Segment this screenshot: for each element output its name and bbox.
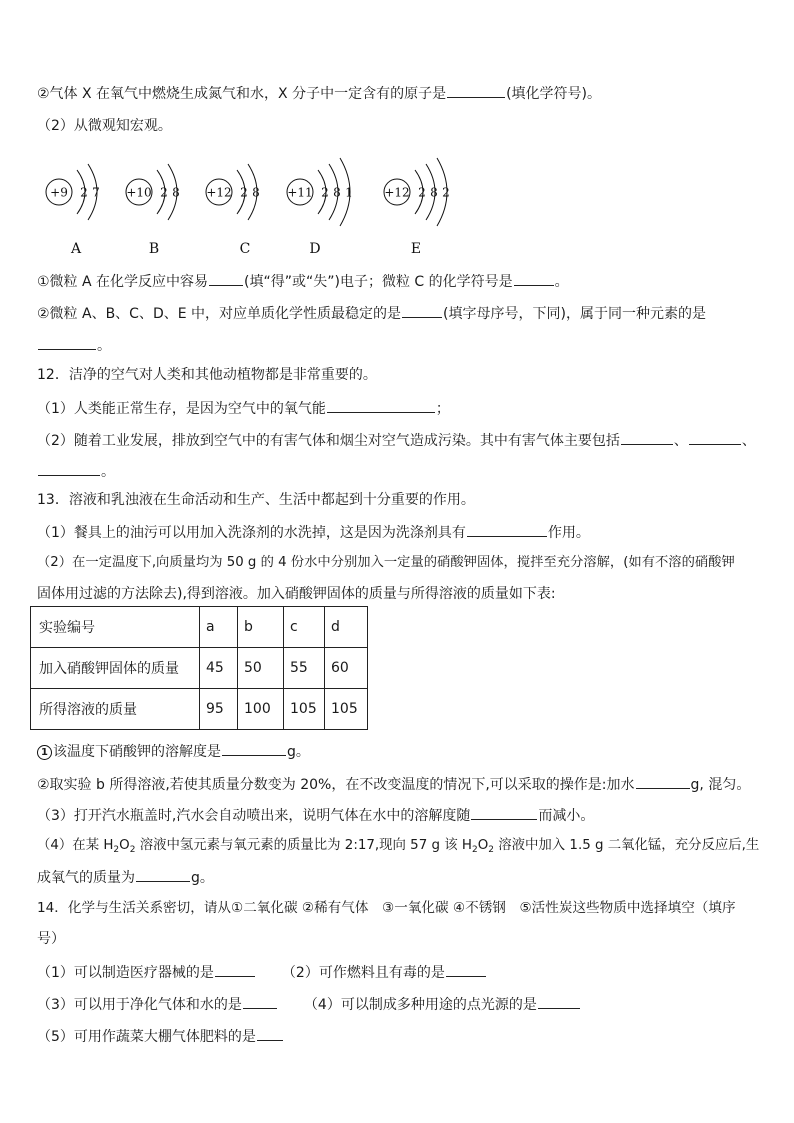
answer-blank[interactable] [222, 740, 286, 756]
answer-blank[interactable] [446, 961, 486, 977]
text: 、 [741, 433, 756, 449]
table-row [31, 648, 368, 689]
text: 14．化学与生活关系密切，请从①二氧化碳 ②稀有气体 ③一氧化碳 ④不锈钢 ⑤活性炭这些物质中选择填空（填序 [37, 900, 736, 916]
table-cell: 105 [325, 689, 368, 730]
text: 。 [554, 274, 569, 290]
nucleus-charge: +9 [50, 185, 68, 200]
text: （1）人类能正常生存，是因为空气中的氧气能 [37, 401, 326, 417]
text: （5）可用作蔬菜大棚气体肥料的是 [37, 1029, 256, 1045]
q14-items-row3 [37, 1025, 284, 1047]
subscript: 2 [113, 845, 120, 855]
circled-number-1: 1 [37, 745, 52, 760]
text: 固体用过滤的方法除去),得到溶液。加入硝酸钾固体的质量与所得溶液的质量如下表: [37, 586, 556, 602]
table-cell: a [200, 607, 238, 648]
electron-count: 8 [172, 185, 180, 200]
text: O [119, 838, 130, 853]
q13-part4-cont [37, 866, 214, 888]
atom-letter-label: C [239, 241, 251, 257]
text: 溶液中加入 1.5 g 二氧化锰，充分反应后,生 [493, 838, 760, 853]
electron-count: 2 [418, 185, 426, 200]
table-cell: 95 [200, 689, 238, 730]
q11-part2-heading [37, 116, 172, 136]
electron-count: 2 [160, 185, 168, 200]
table-row [31, 607, 368, 648]
text: 成氧气的质量为 [37, 870, 135, 886]
text: 作用。 [547, 525, 590, 541]
q13-part2-line1 [37, 553, 735, 573]
text: g, 混匀。 [690, 777, 751, 793]
q13-part4 [37, 836, 759, 856]
text: (填“得”或“失”)电子；微粒 C 的化学符号是 [244, 274, 513, 290]
text: ②气体 X 在氧气中燃烧生成氮气和水，X 分子中一定含有的原子是 [37, 86, 447, 102]
q13-part3 [37, 804, 594, 826]
text: 13．溶液和乳浊液在生命活动和生产、生活中都起到十分重要的作用。 [37, 492, 475, 508]
q13-sub1 [37, 740, 310, 762]
table-cell: 60 [325, 648, 368, 689]
answer-blank[interactable] [327, 397, 435, 413]
table-cell: c [284, 607, 325, 648]
text: 。 [101, 464, 115, 480]
answer-blank[interactable] [471, 804, 537, 820]
text: （2）可作燃料且有毒的是 [281, 965, 445, 981]
text: （4）可以制成多种用途的点光源的是 [303, 997, 537, 1013]
q13-part1 [37, 521, 590, 543]
electron-count: 8 [252, 185, 260, 200]
answer-blank[interactable] [467, 521, 547, 537]
table-cell: 加入硝酸钾固体的质量 [31, 648, 200, 689]
electron-count: 8 [333, 185, 341, 200]
text: 。 [97, 338, 111, 354]
text: (填化学符号)。 [506, 86, 602, 102]
text: （1）可以制造医疗器械的是 [37, 965, 214, 981]
text: 、 [673, 433, 688, 449]
answer-blank[interactable] [689, 429, 741, 445]
answer-blank[interactable] [257, 1025, 283, 1041]
electron-count: 8 [430, 185, 438, 200]
answer-blank[interactable] [402, 302, 442, 318]
text: （2）随着工业发展，排放到空气中的有害气体和烟尘对空气造成污染。其中有害气体主要包括 [37, 433, 620, 449]
nucleus-charge: +11 [287, 185, 313, 200]
text: g。 [191, 870, 214, 886]
text: （1）餐具上的油污可以用加入洗涤剂的水洗掉，这是因为洗涤剂具有 [37, 525, 466, 541]
answer-blank[interactable] [538, 993, 580, 1009]
electron-count: 2 [442, 185, 450, 200]
table-cell: 105 [284, 689, 325, 730]
q14-title [37, 898, 736, 918]
text: ； [435, 401, 450, 417]
electron-count: 2 [321, 185, 329, 200]
atom-letter-label: B [148, 241, 160, 257]
nucleus-charge: +12 [384, 185, 410, 200]
electron-count: 2 [80, 185, 88, 200]
table-cell: 所得溶液的质量 [31, 689, 200, 730]
q11-item2-cont [37, 334, 111, 356]
electron-count: 2 [240, 185, 248, 200]
answer-blank[interactable] [38, 460, 100, 476]
q12-part2-cont [37, 460, 115, 482]
atom-letter-label: D [309, 241, 321, 257]
answer-blank[interactable] [447, 82, 505, 98]
text: (填字母序号，下同)，属于同一种元素的是 [443, 306, 706, 322]
answer-blank[interactable] [514, 270, 554, 286]
text: 而减小。 [538, 808, 595, 824]
q12-part1 [37, 397, 450, 419]
text: ②微粒 A、B、C、D、E 中，对应单质化学性质最稳定的是 [37, 306, 402, 322]
subscript: 2 [488, 845, 494, 855]
text: 溶液中氢元素与氧元素的质量比为 2:17,现向 57 g 该 H [135, 838, 472, 853]
answer-blank[interactable] [621, 429, 673, 445]
table-cell: 50 [238, 648, 284, 689]
atom-diagram-svg [0, 138, 794, 263]
q12-title [37, 365, 377, 385]
text: ②取实验 b 所得溶液,若使其质量分数变为 20%，在不改变温度的情况下,可以采取的操作是:加水 [37, 777, 635, 793]
answer-blank[interactable] [209, 270, 243, 286]
q11-line-gas-x [37, 82, 601, 104]
kno3-data-table [30, 606, 368, 730]
q12-part2 [37, 429, 756, 451]
table-cell: 45 [200, 648, 238, 689]
text: （2）在一定温度下,向质量均为 50 g 的 4 份水中分别加入一定量的硝酸钾固体，搅拌至充分溶解，(如有不溶的硝酸钾 [37, 555, 735, 570]
answer-blank[interactable] [215, 961, 255, 977]
nucleus-charge: +10 [126, 185, 152, 200]
q14-items-row1 [37, 961, 487, 983]
electron-count: 1 [345, 185, 353, 200]
q13-sub2 [37, 773, 750, 795]
subscript: 2 [471, 845, 478, 855]
subscript: 2 [129, 845, 136, 855]
answer-blank[interactable] [243, 993, 277, 1009]
text: （4）在某 H [37, 838, 114, 853]
atom-letter-label: E [410, 241, 422, 257]
text: 该温度下硝酸钾的溶解度是 [53, 744, 221, 760]
text: （3）打开汽水瓶盖时,汽水会自动喷出来，说明气体在水中的溶解度随 [37, 808, 471, 824]
answer-blank[interactable] [136, 866, 190, 882]
table-cell: d [325, 607, 368, 648]
atom-letter-label: A [70, 241, 82, 257]
text: 号） [37, 931, 65, 947]
text: （2）从微观知宏观。 [37, 118, 172, 134]
text: g。 [287, 744, 310, 760]
answer-blank[interactable] [636, 773, 690, 789]
text: O [477, 838, 489, 853]
table-cell: 100 [238, 689, 284, 730]
electron-count: 7 [92, 185, 100, 200]
answer-blank[interactable] [38, 334, 96, 350]
q14-title-cont [37, 929, 65, 949]
table-cell: 实验编号 [31, 607, 200, 648]
text: 12．洁净的空气对人类和其他动植物都是非常重要的。 [37, 367, 377, 383]
q14-items-row2 [37, 993, 581, 1015]
q11-item1 [37, 270, 569, 292]
table-row [31, 689, 368, 730]
text: ①微粒 A 在化学反应中容易 [37, 274, 209, 290]
nucleus-charge: +12 [206, 185, 232, 200]
atom-structure-diagrams [0, 138, 794, 263]
text: （3）可以用于净化气体和水的是 [37, 997, 242, 1013]
q11-item2 [37, 302, 706, 324]
q13-part2-line2 [37, 584, 556, 604]
table-cell: b [238, 607, 284, 648]
q13-title [37, 490, 475, 510]
table-cell: 55 [284, 648, 325, 689]
